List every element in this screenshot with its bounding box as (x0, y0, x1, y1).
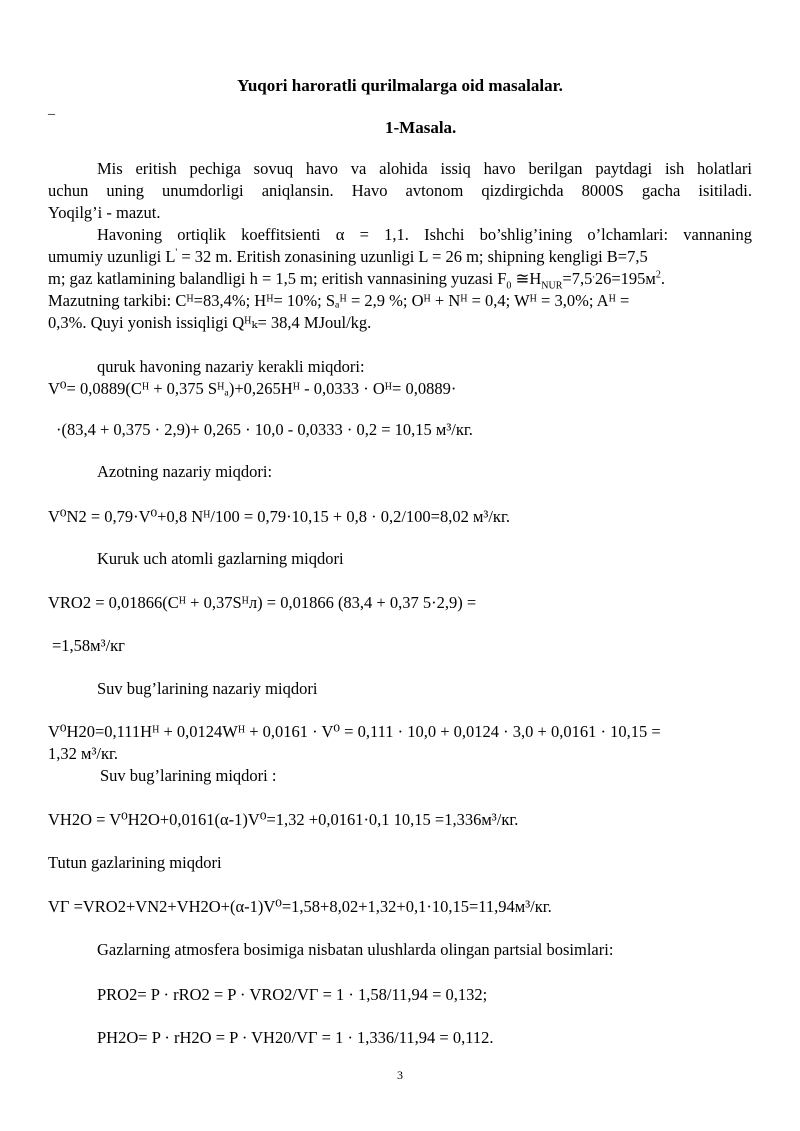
section-1-formula-1: V⁰= 0,0889(Cᴴ + 0,375 Sᴴₐ)+0,265Hᴴ - 0,0333 · Oᴴ= 0,0889· (48, 379, 457, 398)
section-5-formula-1: VH2O = V⁰H2O+0,0161(α-1)V⁰=1,32 +0,0161·0,1 10,15 =1,336м³/кг. (48, 810, 519, 829)
sub-0: 0 (506, 280, 512, 292)
section-7-formula-2: PH2O= P · rH2O = P · VH20/VГ = 1 · 1,336/11,94 = 0,112. (97, 1028, 494, 1047)
paragraph-1-line-2: uchun uning unumdorligi aniqlansin. Havo avtonom qizdirgichda 8000S gacha isitiladi. (48, 181, 752, 200)
paragraph-2-line-2-a: umumiy uzunligi L (48, 247, 176, 266)
paragraph-2-line-5: 0,3%. Quyi yonish issiqligi Qᴴₖ= 38,4 MJoul/kg. (48, 313, 372, 332)
paragraph-2-line-3-d: 26=195м (594, 269, 656, 288)
paragraph-2-line-4: Mazutning tarkibi: Cᴴ=83,4%; Hᴴ= 10%; Sₐᴴ = 2,9 %; Oᴴ + Nᴴ = 0,4; Wᴴ = 3,0%; Aᴴ = (48, 291, 630, 310)
dot-mark: . (592, 269, 595, 281)
section-6-heading: Tutun gazlarining miqdori (48, 853, 222, 872)
paragraph-2-line-3-a: m; gaz katlamining balandligi h = 1,5 m; eritish vannasining yuzasi F (48, 269, 507, 288)
sup-2: 2 (655, 269, 661, 281)
section-4-heading: Suv bug’larining nazariy miqdori (97, 679, 318, 698)
section-3-formula-1: VRO2 = 0,01866(Cᴴ + 0,37Sᴴл) = 0,01866 (83,4 + 0,37 5·2,9) = (48, 593, 477, 612)
page-number: 3 (397, 1068, 403, 1082)
paragraph-2-line-3-b: ≅H (511, 269, 542, 288)
sub-nur: NUR (541, 280, 563, 292)
section-2-formula-1: V⁰N2 = 0,79·V⁰+0,8 Nᴴ/100 = 0,79·10,15 + 0,8 · 0,2/100=8,02 м³/кг. (48, 507, 510, 526)
prime-mark: ' (175, 247, 178, 259)
paragraph-1-line-3: Yoqilg’i - mazut. (48, 203, 161, 222)
paragraph-2-line-1: Havoning ortiqlik koeffitsienti α = 1,1. Ishchi bo’shlig’ining o’lchamlari: vannaning (97, 225, 752, 244)
section-7-heading: Gazlarning atmosfera bosimiga nisbatan ulushlarda olingan partsial bosimlari: (97, 940, 614, 959)
paragraph-2-line-3: m; gaz katlamining balandligi h = 1,5 m; eritish vannasining yuzasi $F_0$ $≅H_{NUR}=7,5^.26=195м^2$. (48, 269, 665, 292)
section-3-formula-2: =1,58м³/кг (52, 636, 125, 655)
section-4-formula-1: V⁰H20=0,111Hᴴ + 0,0124Wᴴ + 0,0161 · V⁰ = 0,111 · 10,0 + 0,0124 · 3,0 + 0,0161 · 10,15 = (48, 722, 661, 741)
section-7-formula-1: PRO2= P · rRO2 = P · VRO2/VГ = 1 · 1,58/11,94 = 0,132; (97, 985, 488, 1004)
section-6-formula-1: VГ =VRO2+VN2+VH2O+(α-1)V⁰=1,58+8,02+1,32+0,1·10,15=11,94м³/кг. (48, 897, 552, 916)
section-4-formula-2: 1,32 м³/кг. (48, 744, 119, 763)
dash-mark: _ (48, 102, 55, 117)
section-3-heading: Kuruk uch atomli gazlarning miqdori (97, 549, 344, 568)
problem-label-text: 1-Masala (385, 118, 453, 137)
paragraph-1-line-1: Mis eritish pechiga sovuq havo va alohida issiq havo berilgan paytdagi ish holatlari (97, 159, 752, 178)
section-1-formula-2: ·(83,4 + 0,375 · 2,9)+ 0,265 · 10,0 - 0,0333 · 0,2 = 10,15 м³/кг. (56, 420, 473, 439)
paragraph-2-line-2-b: = 32 m. Eritish zonasining uzunligi L = 26 m; shipning kengligi B=7,5 (177, 247, 648, 266)
section-5-heading: Suv bug’larining miqdori : (100, 766, 277, 785)
problem-label (385, 118, 456, 138)
paragraph-2-line-3-c: =7,5 (562, 269, 593, 288)
section-2-heading: Azotning nazariy miqdori: (97, 462, 273, 481)
paragraph-2-line-2 (48, 247, 752, 267)
problem-label-dot: . (452, 118, 457, 137)
page-title: Yuqori haroratli qurilmalarga oid masalalar. (237, 76, 563, 95)
section-1-heading: quruk havoning nazariy kerakli miqdori: (97, 357, 365, 376)
